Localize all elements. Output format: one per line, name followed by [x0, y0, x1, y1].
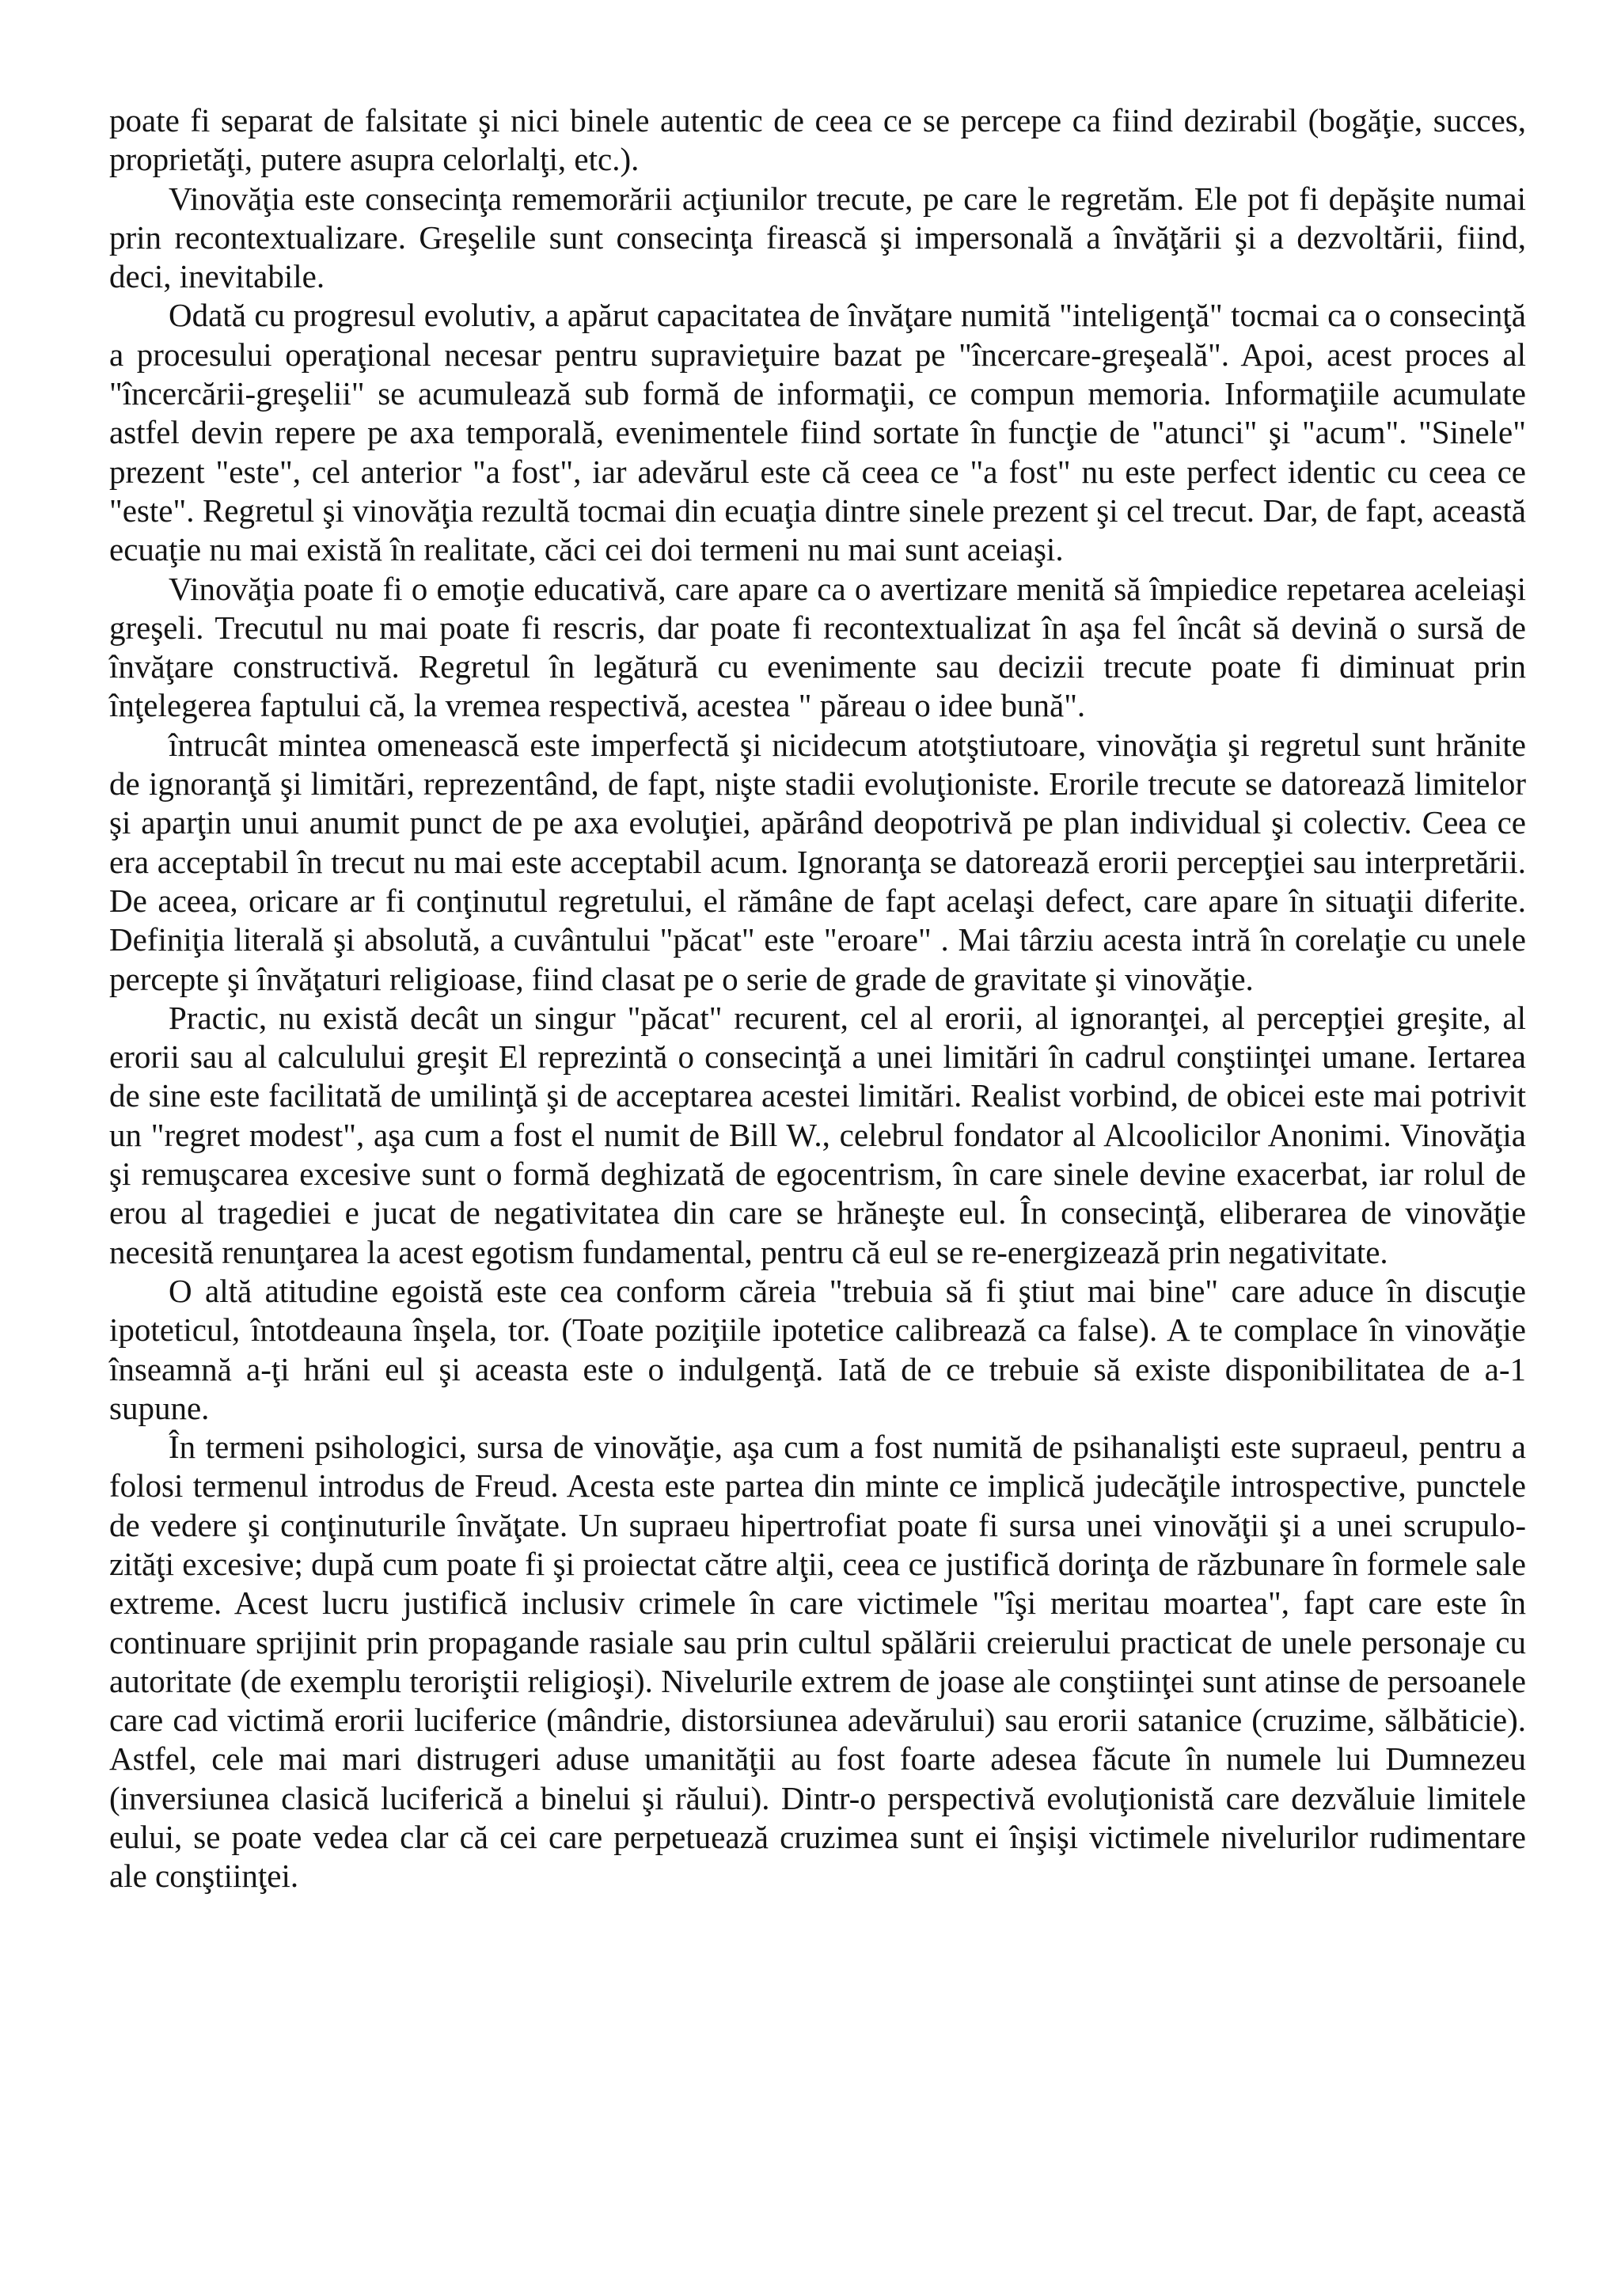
- document-page: [109, 101, 1526, 1896]
- paragraph: Practic, nu există decât un singur "păcat" recurent, cel al erorii, al ignoranţei, al percepţiei greşite, al erorii sau al calculului greşit El reprezintă o consecinţă a unei limitări în cadrul conştiinţei umane. Iertarea de sine este facilitată de umilinţă şi de acceptarea acestei limitări. Realist vorbind, de obicei este mai potrivit un "regret modest", aşa cum a fost el numit de Bill W., celebrul fondator al Alcoolicilor Anonimi. Vinovăţia şi remuşcarea excesive sunt o formă deghizată de egocentrism, în care sinele devine exacerbat, iar rolul de erou al tragediei e jucat de negativitatea din care se hrăneşte eul. În consecinţă, eliberarea de vinovăţie necesită renunţarea la acest egotism fundamental, pentru că eul se re-energizează prin negativitate.: [109, 999, 1526, 1270]
- paragraph: Vinovăţia poate fi o emoţie educativă, care apare ca o avertizare menită să împiedice repetarea aceleiaşi greşeli. Trecutul nu mai poate fi rescris, dar poate fi recontextualizat în aşa fel încât să devină o sursă de învăţare constructivă. Regretul în legătură cu evenimente sau decizii trecute poate fi diminuat prin înţelegerea faptului că, la vremea respectivă, acestea " păreau o idee bună".: [109, 570, 1526, 724]
- paragraph: O altă atitudine egoistă este cea conform căreia "trebuia să fi ştiut mai bine" care aduce în discuţie ipoteticul, întotdeauna înşela, tor. (Toate poziţiile ipotetice calibrează ca false). A te complace în vinovăţie înseamnă a-ţi hrăni eul şi aceasta este o indulgenţă. Iată de ce trebuie să existe disponibilitatea de a-1 supune.: [109, 1272, 1526, 1426]
- paragraph-continuation: poate fi separat de falsitate şi nici binele autentic de ceea ce se percepe ca fiind dezirabil (bogăţie, succes, proprietăţi, putere asupra celorlalţi, etc.).: [109, 102, 1526, 178]
- paragraph: întrucât mintea omenească este imperfectă şi nicidecum atotştiutoare, vinovăţia şi regretul sunt hrănite de ignoranţă şi limitări, reprezentând, de fapt, nişte stadii evoluţioniste. Erorile trecute se datorează limitelor şi aparţin unui anumit punct de pe axa evoluţiei, apărând deopotrivă pe plan individual şi colectiv. Ceea ce era acceptabil în trecut nu mai este acceptabil acum. Ignoranţa se datorează erorii percepţiei sau interpretării. De aceea, oricare ar fi conţinutul regretului, el rămâne de fapt acelaşi defect, care apare în situaţii diferite. Definiţia literală şi absolută, a cuvântului "păcat" este "eroare" . Mai târziu acesta intră în corelaţie cu unele percepte şi învăţaturi religioase, fiind clasat pe o serie de grade de gravitate şi vinovăţie.: [109, 726, 1526, 997]
- paragraph: Odată cu progresul evolutiv, a apărut capacitatea de învăţare numită "inteligenţă" tocmai ca o consecinţă a procesului operaţional necesar pentru supravieţuire bazat pe "încercare-greşeală". Apoi, acest proces al "încercării-greşelii" se acumulează sub formă de informaţii, ce compun memoria. Informaţiile acumulate astfel devin repere pe axa temporală, evenimentele fiind sortate în funcţie de "atunci" şi "acum". "Sinele" prezent "este", cel anterior "a fost", iar adevărul este că ceea ce "a fost" nu este perfect identic cu ceea ce "este". Regretul şi vinovăţia rezultă tocmai din ecuaţia dintre sinele prezent şi cel trecut. Dar, de fapt, această ecuaţie nu mai există în realitate, căci cei doi termeni nu mai sunt aceiaşi.: [109, 297, 1526, 568]
- paragraph: În termeni psihologici, sursa de vinovăţie, aşa cum a fost numită de psihanalişti este supraeul, pentru a folosi termenul introdus de Freud. Acesta este partea din minte ce implică judecăţile introspective, punctele de vedere şi conţinuturile învăţate. Un supraeu hipertrofiat poate fi sursa unei vinovăţii şi a unei scrupulo- zităţi excesive; după cum poate fi şi proiectat către alţii, ceea ce justifică dorinţa de răzbunare în formele sale extreme. Acest lucru justifică inclusiv crimele în care victimele "îşi meritau moartea", fapt care este în continuare sprijinit prin propagande rasiale sau prin cultul spălării creierului practicat de unele personaje cu autoritate (de exemplu teroriştii religioşi). Nivelurile extrem de joase ale conştiinţei sunt atinse de persoanele care cad victimă erorii luciferice (mândrie, distorsiunea adevărului) sau erorii satanice (cruzime, sălbăticie). Astfel, cele mai mari distrugeri aduse umanităţii au fost foarte adesea făcute în numele lui Dumnezeu (inversiunea clasică luciferică a binelui şi răului). Dintr-o perspectivă evoluţionistă care dezvăluie limitele eului, se poate vedea clar că cei care perpetuează cruzimea sunt ei înşişi victimele nivelurilor rudimentare ale conştiinţei.: [109, 1429, 1526, 1895]
- paragraph: Vinovăţia este consecinţa rememorării acţiunilor trecute, pe care le regretăm. Ele pot fi depăşite numai prin recontextualizare. Greşelile sunt consecinţa firească şi impersonală a învăţării şi a dezvoltării, fiind, deci, inevitabile.: [109, 180, 1526, 295]
